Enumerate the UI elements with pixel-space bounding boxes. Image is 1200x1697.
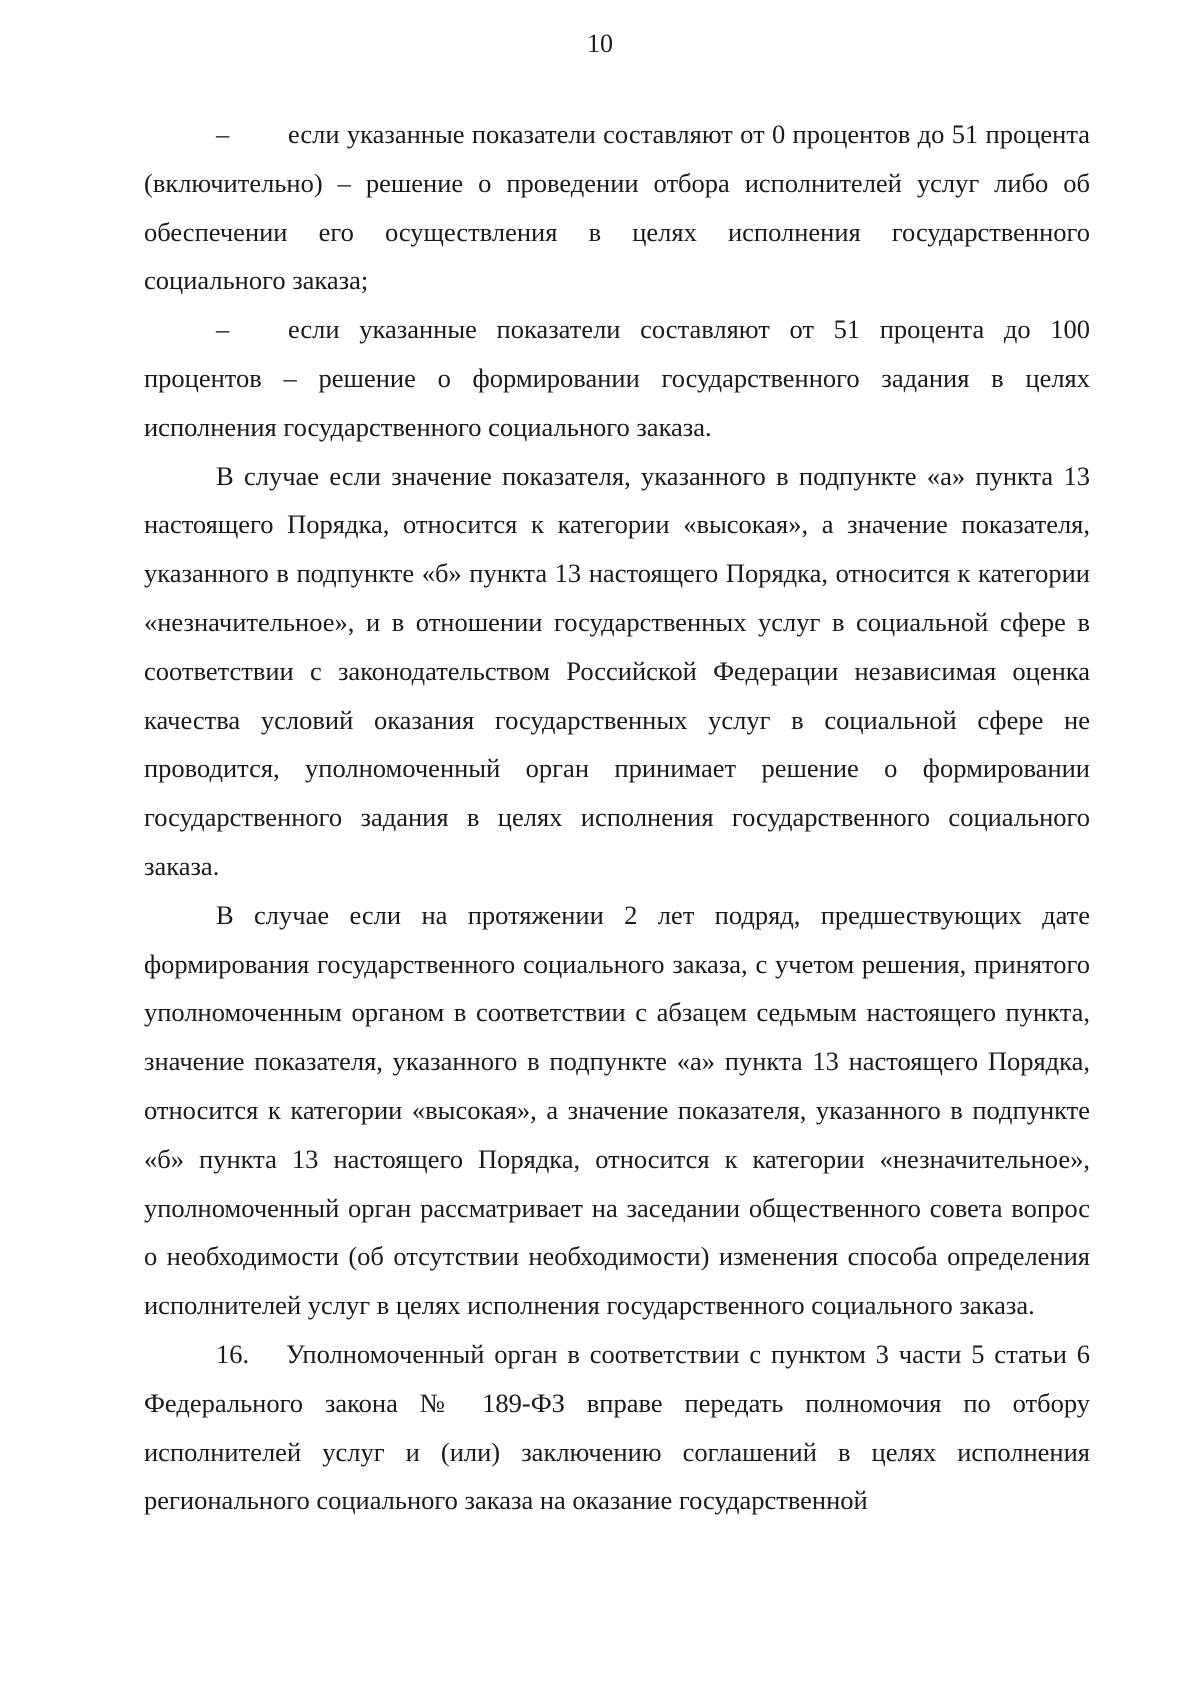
paragraph-high-category: В случае если значение показателя, указанного в подпункте «а» пункта 13 настоящего Порядка, относится к категории «высокая», а значение показателя, указанного в подпункте «б» пункта 13 настоящего Порядка, относится к категории «незначительное», и в отношении государственных услуг в социальной сфере в соответствии с законодательством Российской Федерации независимая оценка качества условий оказания государственных услуг в социальной сфере не проводится, уполномоченный орган принимает решение о формировании государственного задания в целях исполнения государственного социального заказа. (144, 460, 1090, 881)
numbered-item-16 (144, 1330, 1090, 1525)
numbered-item-text: Уполномоченный орган в соответствии с пунктом 3 части 5 статьи 6 Федерального закона № 189-ФЗ вправе передать полномочия по отбору исполнителей услуг и (или) заключению соглашений в целях исполнения регионального социального заказа на оказание государственной (144, 1338, 1090, 1516)
document-body (144, 110, 1090, 1525)
page-number: 10 (587, 29, 613, 58)
list-item-text: если указанные показатели составляют от 51 процента до 100 процентов – решение о формировании государственного задания в целях исполнения государственного социального заказа. (144, 314, 1090, 442)
item-number: 16. (216, 1338, 250, 1369)
paragraph-two-years: В случае если на протяжении 2 лет подряд, предшествующих дате формирования государственного социального заказа, с учетом решения, принятого уполномоченным органом в соответствии с абзацем седьмым настоящего пункта, значение показателя, указанного в подпункте «а» пункта 13 настоящего Порядка, относится к категории «высокая», а значение показателя, указанного в подпункте «б» пункта 13 настоящего Порядка, относится к категории «незначительное», уполномоченный орган рассматривает на заседании общественного совета вопрос о необходимости (об отсутствии необходимости) изменения способа определения исполнителей услуг в целях исполнения государственного социального заказа. (144, 899, 1090, 1321)
list-item-dash-1 (144, 110, 1090, 305)
list-item-dash-2 (144, 305, 1090, 451)
dash-marker: – (216, 314, 230, 345)
list-item-text: если указанные показатели составляют от 0 процентов до 51 процента (включительно) – решение о проведении отбора исполнителей услуг либо об обеспечении его осуществления в целях исполнения государственного социального заказа; (144, 119, 1090, 296)
dash-marker: – (216, 119, 230, 149)
